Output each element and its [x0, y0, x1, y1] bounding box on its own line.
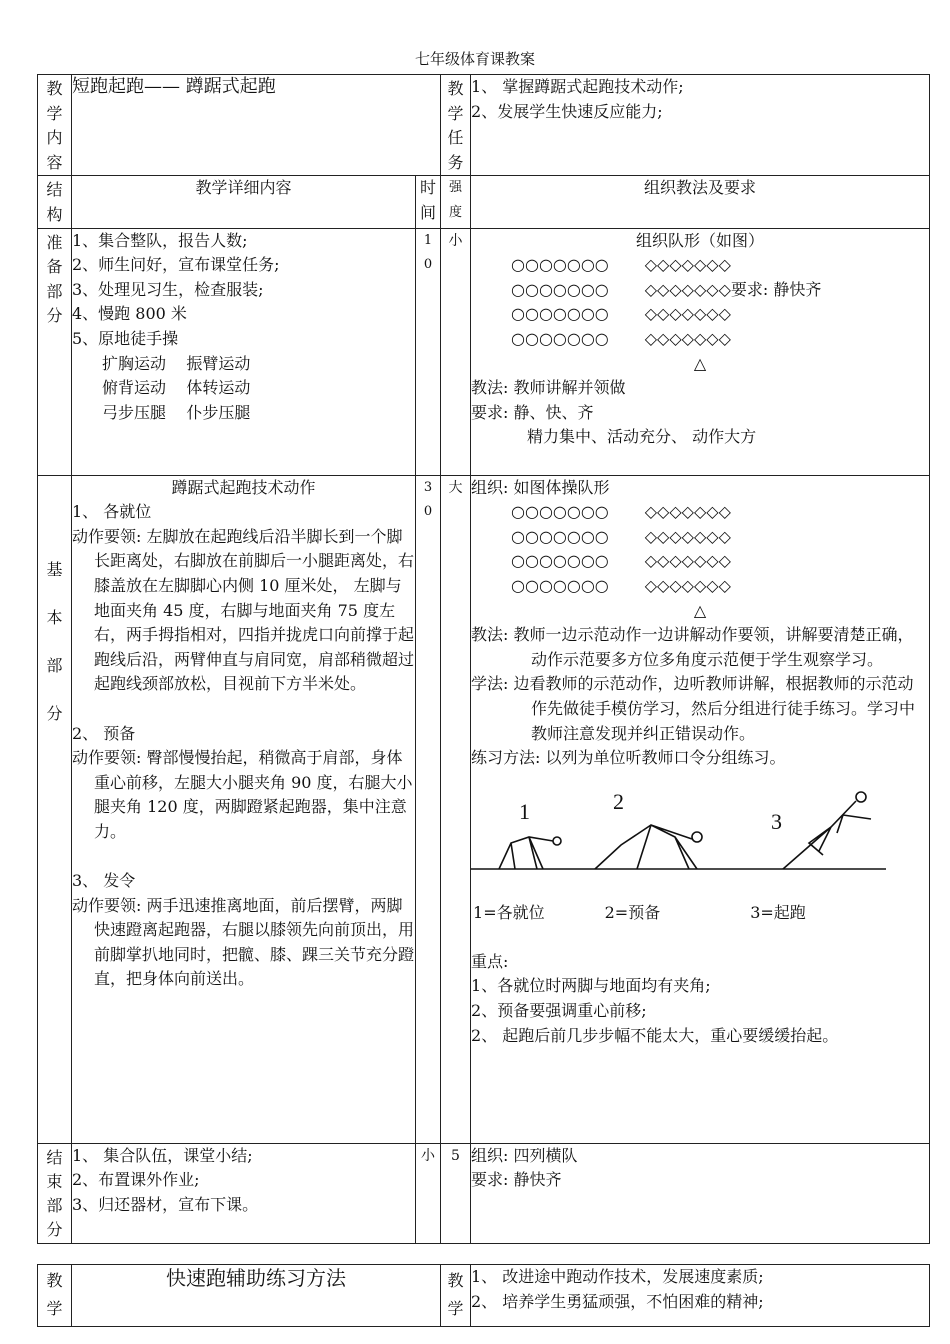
key-item: 2、 起跑后前几步步幅不能太大，重心要缓缓抬起。 — [471, 1025, 839, 1045]
org-title: 组织队形（如图） — [636, 230, 765, 250]
content-text: 短跑起跑—— 蹲踞式起跑 — [72, 75, 441, 176]
end-time: 5 — [441, 1143, 471, 1243]
figure-number: 2 — [613, 788, 625, 814]
figure-number: 1 — [519, 798, 531, 824]
exercise-line: 弓步压腿 仆步压腿 — [102, 402, 251, 422]
figure-ready-position — [595, 825, 702, 869]
prep-intensity: 小 — [441, 228, 471, 475]
teach-method: 教法: 教师一边示范动作一边讲解动作要领，讲解要清楚正确，动作示范要多方位多角度示范便于学生观察学习。 — [471, 625, 914, 669]
prep-content — [72, 228, 416, 475]
teacher-mark: △ — [693, 600, 707, 620]
org-heading: 组织教法及要求 — [471, 176, 930, 228]
time-label: 时 间 — [416, 176, 441, 228]
org-text: 组织: 四列横队 — [471, 1145, 578, 1165]
next-lesson-table — [37, 1264, 930, 1327]
next-content-label: 教 学 — [38, 1265, 72, 1327]
prep-time: 1 0 — [416, 228, 441, 475]
org-text: 组织: 如图体操队形 — [471, 477, 610, 497]
next-task-label: 教 学 — [441, 1265, 471, 1327]
formation-diagram: ○○○○○○○ ○○○○○○○ ○○○○○○○ ○○○○○○○ ◇◇◇◇◇◇◇ ◇◇◇◇◇◇◇要求: 静快齐 ◇◇◇◇◇◇◇ ◇◇◇◇◇◇◇ — [511, 255, 822, 348]
step-1-title: 1、 各就位 — [72, 502, 152, 522]
end-label: 结 束 部 分 — [38, 1143, 72, 1243]
caption: 1=各就位 — [473, 902, 545, 922]
content-label: 教 学 内 容 — [38, 75, 72, 176]
list-item: 4、慢跑 800 米 — [72, 304, 187, 324]
next-task-list: 1、 改进途中跑动作技术，发展速度素质; 2、 培养学生勇猛顽强，不怕困难的精神; — [471, 1265, 930, 1327]
end-content — [72, 1143, 416, 1243]
list-item: 1、集合整队，报告人数; — [72, 230, 248, 250]
list-item: 5、原地徒手操 — [72, 328, 179, 348]
prep-label: 准 备 部 分 — [38, 228, 72, 475]
intensity-label: 强 度 — [441, 176, 471, 228]
task-list: 1、 掌握蹲踞式起跑技术动作; 2、发展学生快速反应能力; — [471, 75, 930, 176]
figure-number: 3 — [771, 808, 783, 834]
basic-intensity: 大 — [441, 475, 471, 1143]
list-item: 1、 集合队伍，课堂小结; — [72, 1145, 253, 1165]
key-label: 重点: — [471, 951, 509, 971]
step-3-title: 3、 发令 — [72, 871, 136, 891]
start-position-figures — [471, 777, 929, 887]
caption: 2=预备 — [604, 902, 661, 922]
basic-time: 3 0 — [416, 475, 441, 1143]
task-label: 教 学 任 务 — [441, 75, 471, 176]
list-item: 3、归还器材，宣布下课。 — [72, 1194, 259, 1214]
requirement-text: 要求: 静、快、齐 — [471, 402, 594, 422]
basic-org — [471, 475, 930, 1143]
key-item: 1、各就位时两脚与地面均有夹角; — [471, 976, 711, 996]
figure-captions — [471, 901, 929, 926]
stick-figure-diagram — [471, 777, 911, 887]
figure-start-position — [783, 792, 871, 869]
end-intensity: 小 — [416, 1143, 441, 1243]
requirement-text-2: 精力集中、活动充分、 动作大方 — [527, 427, 757, 447]
lesson-plan-table — [37, 74, 930, 1244]
requirement-text: 要求: 静快齐 — [471, 1170, 562, 1190]
step-3-text: 动作要领: 两手迅速推离地面，前后摆臂，两脚快速蹬离起跑器，右腿以膝领先向前顶出，用前脚掌扒地同时，把髋、膝、踝三关节充分蹬直，把身体向前送出。 — [72, 895, 415, 989]
caption: 3=起跑 — [750, 902, 806, 922]
list-item: 2、布置课外作业; — [72, 1170, 200, 1190]
structure-label: 结 构 — [38, 176, 72, 228]
key-item: 2、预备要强调重心前移; — [471, 1001, 647, 1021]
exercise-line: 扩胸运动 振臂运动 — [102, 353, 251, 373]
figure-set-position — [499, 837, 561, 869]
list-item: 2、师生问好，宣布课堂任务; — [72, 255, 280, 275]
basic-title: 蹲踞式起跑技术动作 — [171, 477, 316, 497]
step-2-title: 2、 预备 — [72, 723, 136, 743]
step-1-text: 动作要领: 左脚放在起跑线后沿半脚长到一个脚长距离处，右脚放在前脚后一小腿距离处，右膝盖放在左脚脚心内侧 10 厘米处， 左脚与地面夹角 45 度，右脚与地面夹角 75 度左右，两手拇指相对，四指并拢虎口向前撑于起跑线后沿，两臂伸直与肩同宽，肩部稍微超过起跑线颈部放松，目视前下方半米处。 — [72, 526, 415, 694]
learn-method: 学法: 边看教师的示范动作，边听教师讲解，根据教师的示范动作先做徒手模仿学习，然后分组进行徒手练习。学习中教师注意发现并纠正错误动作。 — [471, 674, 916, 743]
step-2-text: 动作要领: 臀部慢慢抬起，稍微高于肩部，身体重心前移，左腿大小腿夹角 90 度，右腿大小腿夹角 120 度，两脚蹬紧起跑器，集中注意力。 — [72, 748, 413, 841]
practice-method: 练习方法: 以列为单位听教师口令分组练习。 — [471, 748, 786, 768]
list-item: 3、处理见习生，检查服装; — [72, 279, 264, 299]
prep-org — [471, 228, 930, 475]
end-org — [471, 1143, 930, 1243]
basic-label: 基 本 部 分 — [38, 475, 72, 1143]
page-title: 七年级体育课教案 — [414, 50, 535, 68]
exercise-line: 俯背运动 体转运动 — [102, 378, 251, 398]
formation-diagram: ○○○○○○○ ○○○○○○○ ○○○○○○○ ○○○○○○○ ◇◇◇◇◇◇◇ ◇◇◇◇◇◇◇ ◇◇◇◇◇◇◇ ◇◇◇◇◇◇◇ — [511, 502, 731, 595]
detail-heading: 教学详细内容 — [72, 176, 416, 228]
next-title: 快速跑辅助练习方法 — [72, 1265, 441, 1327]
method-text: 教法: 教师讲解并领做 — [471, 378, 626, 398]
teacher-mark: △ — [693, 353, 707, 373]
basic-content — [72, 475, 416, 1143]
